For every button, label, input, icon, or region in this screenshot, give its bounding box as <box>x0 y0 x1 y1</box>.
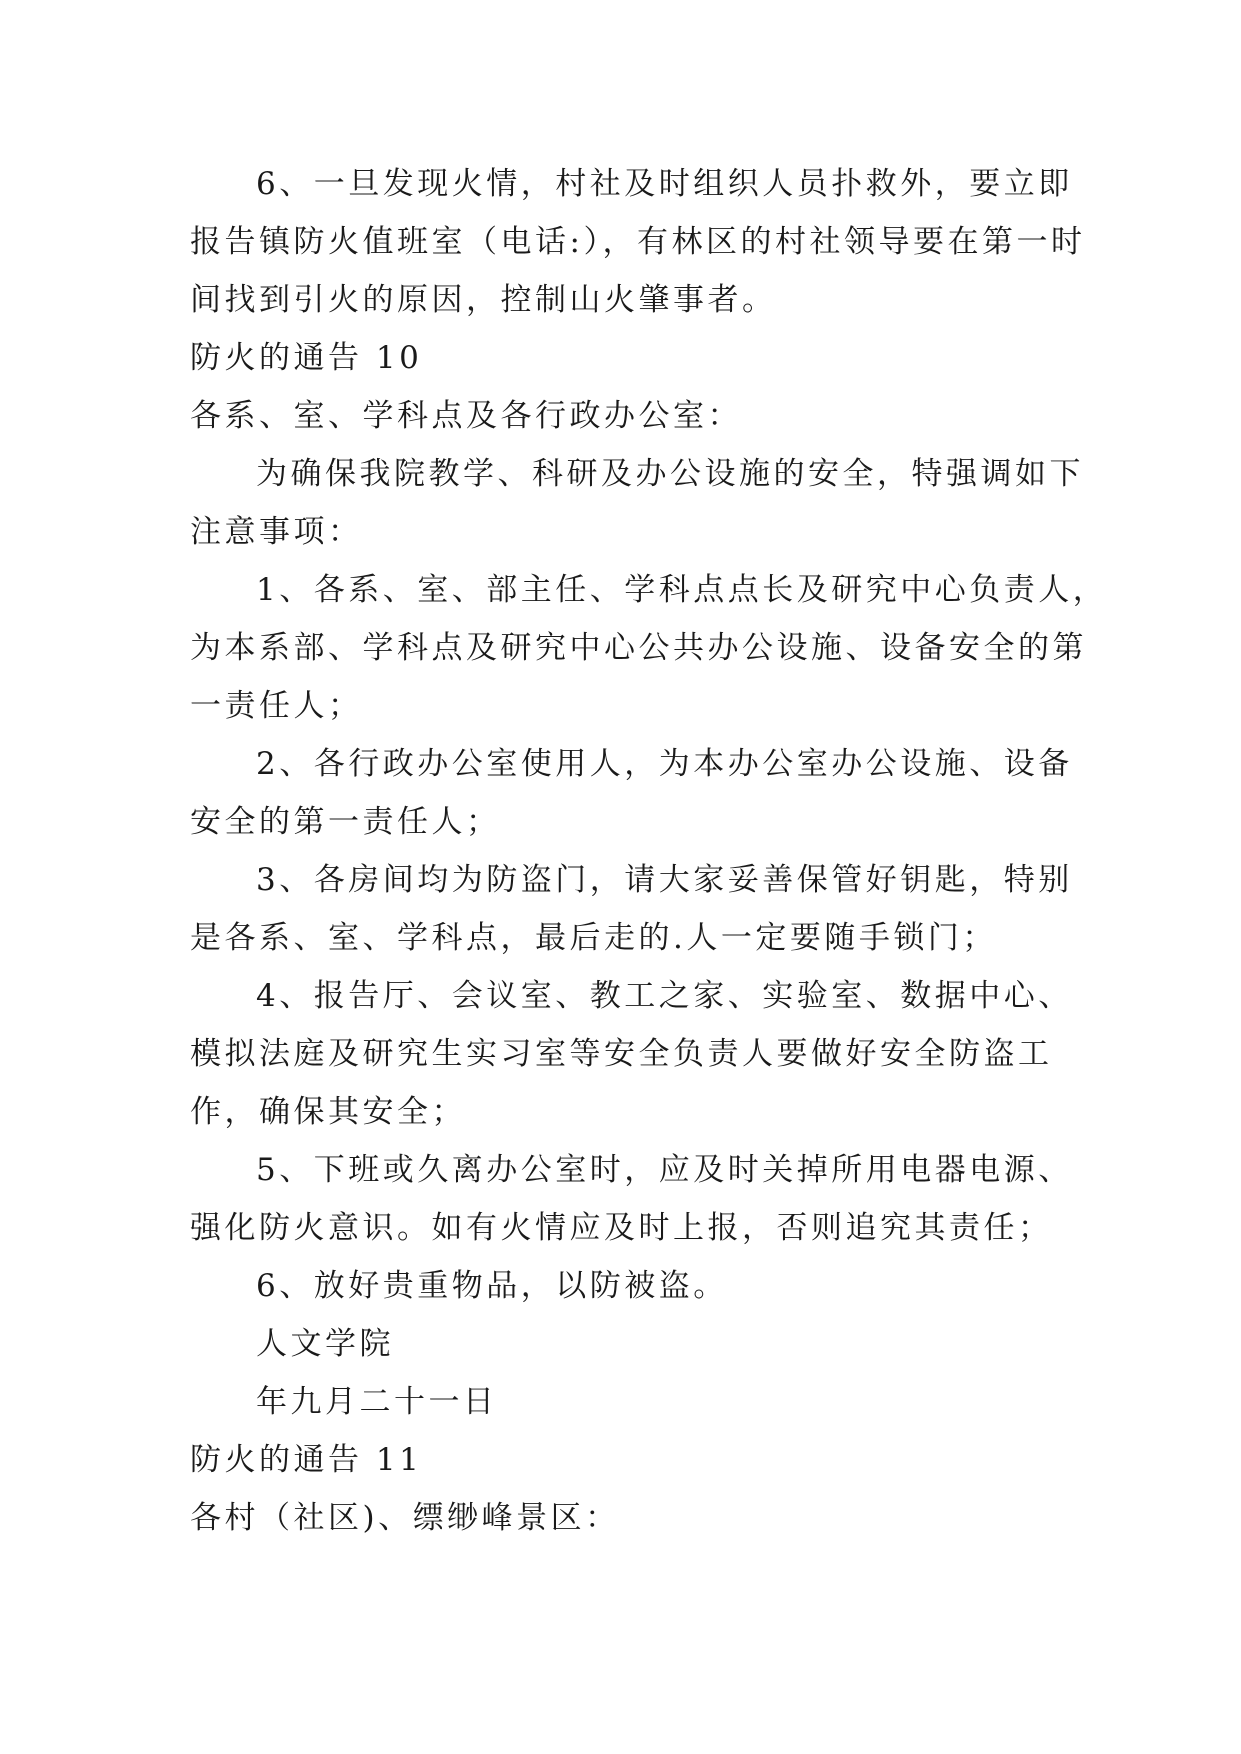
list-item-line: 为本系部、学科点及研究中心公共办公设施、设备安全的第 <box>190 630 1087 666</box>
list-item-line: 强化防火意识。如有火情应及时上报，否则追究其责任； <box>190 1210 1053 1246</box>
section-heading: 防火的通告 10 <box>190 340 423 376</box>
list-item-line: 安全的第一责任人； <box>190 804 501 840</box>
paragraph-line: 6、一旦发现火情，村社及时组织人员扑救外，要立即 <box>256 166 1073 202</box>
list-item-line: 4、报告厅、会议室、教工之家、实验室、数据中心、 <box>256 978 1073 1014</box>
signature-org: 人文学院 <box>256 1326 394 1362</box>
list-item-line: 5、下班或久离办公室时，应及时关掉所用电器电源、 <box>256 1152 1073 1188</box>
paragraph-line: 报告镇防火值班室（电话:），有林区的村社领导要在第一时 <box>190 224 1086 260</box>
list-item-line: 作，确保其安全； <box>190 1094 466 1130</box>
salutation: 各村（社区)、缥缈峰景区： <box>190 1500 620 1536</box>
section-heading: 防火的通告 11 <box>190 1442 423 1478</box>
signature-date: 年九月二十一日 <box>256 1384 498 1420</box>
list-item-line: 3、各房间均为防盗门，请大家妥善保管好钥匙，特别 <box>256 862 1073 898</box>
list-item-line: 6、放好贵重物品，以防被盗。 <box>256 1268 728 1304</box>
paragraph-line: 注意事项： <box>190 514 363 550</box>
document-body <box>190 155 1108 1547</box>
salutation: 各系、室、学科点及各行政办公室： <box>190 398 742 434</box>
list-item-line: 2、各行政办公室使用人，为本办公室办公设施、设备 <box>256 746 1073 782</box>
list-item-line: 模拟法庭及研究生实习室等安全负责人要做好安全防盗工 <box>190 1036 1053 1072</box>
list-item-line: 1、各系、室、部主任、学科点点长及研究中心负责人， <box>256 572 1108 608</box>
list-item-line: 是各系、室、学科点，最后走的.人一定要随手锁门； <box>190 920 997 956</box>
paragraph-line: 为确保我院教学、科研及办公设施的安全，特强调如下 <box>256 456 1084 492</box>
paragraph-line: 间找到引火的原因，控制山火肇事者。 <box>190 282 777 318</box>
list-item-line: 一责任人； <box>190 688 363 724</box>
